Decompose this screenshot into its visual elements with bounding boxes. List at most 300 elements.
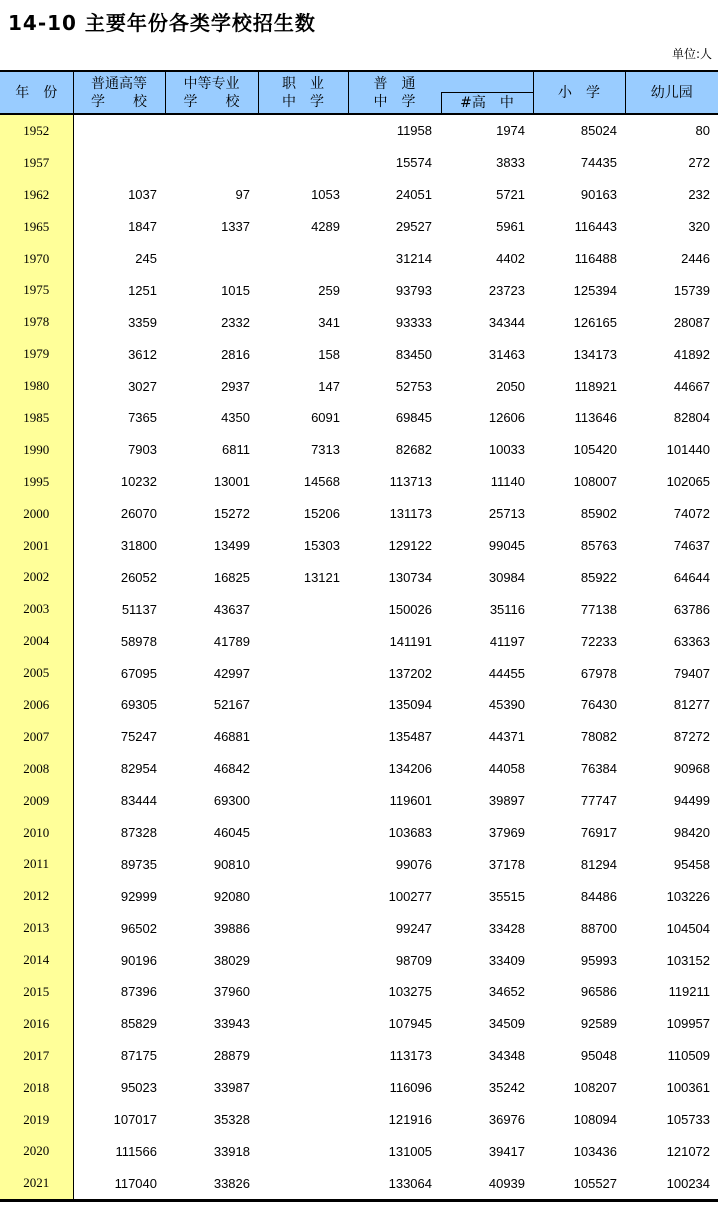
value-cell: 41197	[489, 633, 526, 649]
value-cell: 80	[695, 123, 711, 139]
value-cell: 37960	[213, 984, 250, 1000]
value-cell	[258, 753, 348, 785]
value-cell: 135487	[388, 729, 432, 745]
value-cell: 232	[688, 187, 711, 203]
value-cell: 107017	[113, 1112, 157, 1128]
year-cell: 2021	[0, 1167, 73, 1200]
value-cell: 3027	[128, 378, 157, 394]
value-cell: 44667	[673, 378, 711, 394]
value-cell: 67095	[120, 665, 157, 681]
value-cell: 15739	[673, 282, 711, 298]
value-cell: 147	[318, 378, 340, 394]
value-cell: 1974	[496, 123, 526, 139]
value-cell: 23723	[488, 282, 526, 298]
table-row	[0, 1040, 718, 1072]
value-cell: 72233	[580, 633, 618, 649]
value-cell: 37178	[488, 856, 526, 872]
year-cell: 1980	[0, 370, 73, 402]
table-header	[0, 71, 718, 114]
value-cell: 77138	[580, 601, 618, 617]
value-cell: 108207	[573, 1080, 618, 1096]
year-cell: 1975	[0, 274, 73, 306]
value-cell: 259	[318, 282, 340, 298]
value-cell: 41789	[213, 633, 250, 649]
table-row	[0, 338, 718, 370]
value-cell: 33918	[213, 1143, 250, 1159]
value-cell: 135094	[388, 697, 432, 713]
value-cell: 44371	[488, 729, 526, 745]
value-cell	[258, 848, 348, 880]
value-cell: 3359	[128, 314, 157, 330]
value-cell: 11140	[490, 474, 526, 490]
table-row	[0, 848, 718, 880]
value-cell: 58978	[120, 633, 157, 649]
header-line: 小 学	[558, 84, 601, 101]
value-cell	[73, 147, 165, 179]
value-cell: 3833	[496, 155, 526, 171]
year-cell: 2005	[0, 657, 73, 689]
value-cell: 129122	[388, 538, 432, 554]
value-cell: 30984	[488, 569, 526, 585]
table-row	[0, 593, 718, 625]
value-cell: 26052	[120, 569, 157, 585]
value-cell: 87328	[120, 825, 157, 841]
value-cell: 134206	[388, 761, 432, 777]
value-cell: 2937	[221, 378, 250, 394]
value-cell: 82954	[120, 761, 157, 777]
value-cell: 7365	[128, 410, 157, 426]
table-row	[0, 817, 718, 849]
table-row	[0, 657, 718, 689]
value-cell: 33428	[488, 920, 526, 936]
value-cell: 79407	[673, 665, 711, 681]
table-row	[0, 721, 718, 753]
value-cell: 92589	[580, 1016, 618, 1032]
value-cell: 105733	[666, 1112, 711, 1128]
header-line: 中 学	[282, 93, 324, 110]
value-cell	[258, 880, 348, 912]
table-row	[0, 1136, 718, 1168]
value-cell: 33943	[213, 1016, 250, 1032]
value-cell: 1847	[128, 219, 157, 235]
value-cell: 2446	[681, 251, 711, 266]
year-cell: 1957	[0, 147, 73, 179]
value-cell: 245	[135, 251, 157, 266]
value-cell: 134173	[573, 346, 618, 362]
value-cell: 29527	[395, 219, 432, 235]
year-cell: 2017	[0, 1040, 73, 1072]
table-row	[0, 625, 718, 657]
value-cell: 3612	[128, 346, 157, 362]
value-cell: 320	[688, 219, 711, 235]
year-cell: 2020	[0, 1136, 73, 1168]
value-cell: 85024	[580, 123, 618, 139]
value-cell: 103436	[573, 1143, 618, 1159]
value-cell: 117040	[114, 1175, 157, 1191]
value-cell: 113713	[389, 474, 432, 490]
value-cell: 85763	[580, 538, 618, 554]
value-cell: 109957	[666, 1016, 711, 1032]
value-cell: 121916	[388, 1112, 432, 1128]
value-cell: 97	[235, 187, 250, 203]
value-cell	[73, 114, 165, 147]
value-cell: 98709	[395, 952, 432, 968]
value-cell	[258, 243, 348, 275]
year-cell: 1995	[0, 466, 73, 498]
value-cell: 10232	[120, 474, 157, 490]
value-cell: 46045	[213, 825, 250, 841]
year-cell: 1985	[0, 402, 73, 434]
value-cell: 13499	[213, 538, 250, 554]
year-cell: 2009	[0, 785, 73, 817]
value-cell: 12606	[488, 410, 526, 426]
value-cell: 1251	[128, 282, 157, 298]
table-row	[0, 912, 718, 944]
value-cell: 87396	[120, 984, 157, 1000]
value-cell: 39417	[488, 1143, 526, 1159]
year-cell: 2010	[0, 817, 73, 849]
value-cell: 1037	[128, 187, 157, 203]
value-cell	[258, 689, 348, 721]
value-cell: 96502	[120, 920, 157, 936]
year-cell: 1952	[0, 114, 73, 147]
table-row	[0, 179, 718, 211]
value-cell: 41892	[673, 346, 711, 362]
value-cell: 103683	[388, 825, 432, 841]
value-cell: 13001	[213, 474, 250, 490]
value-cell: 121072	[666, 1143, 711, 1159]
value-cell: 7313	[311, 442, 340, 458]
value-cell: 33987	[213, 1080, 250, 1096]
value-cell: 1053	[311, 187, 340, 203]
value-cell: 100361	[666, 1080, 711, 1096]
value-cell	[165, 147, 258, 179]
value-cell: 34509	[488, 1016, 526, 1032]
value-cell: 69305	[120, 697, 157, 713]
value-cell: 74435	[580, 155, 618, 171]
year-cell: 2015	[0, 976, 73, 1008]
year-cell: 2000	[0, 498, 73, 530]
header-line: 中等专业	[183, 75, 240, 92]
year-cell: 2007	[0, 721, 73, 753]
value-cell: 87175	[120, 1048, 157, 1064]
value-cell: 90968	[673, 761, 711, 777]
value-cell: 116096	[389, 1080, 432, 1096]
value-cell: 13121	[303, 569, 340, 585]
value-cell: 46881	[213, 729, 250, 745]
value-cell: 26070	[120, 506, 157, 522]
value-cell: 24051	[395, 187, 432, 203]
value-cell: 87272	[673, 729, 711, 745]
value-cell: 118921	[574, 378, 618, 394]
value-cell: 113173	[389, 1048, 432, 1064]
header-senior-secondary: #高 中	[441, 92, 533, 113]
table-row	[0, 1072, 718, 1104]
value-cell	[258, 1167, 348, 1200]
value-cell	[258, 1104, 348, 1136]
value-cell: 95458	[673, 856, 711, 872]
value-cell: 90163	[580, 187, 618, 203]
value-cell: 5721	[496, 187, 526, 203]
value-cell: 76430	[580, 697, 618, 713]
value-cell: 64644	[673, 569, 711, 585]
unit-note: 单位:人	[671, 47, 712, 61]
value-cell: 4402	[496, 251, 526, 266]
year-cell: 2014	[0, 944, 73, 976]
value-cell: 44058	[488, 761, 526, 777]
value-cell: 38029	[213, 952, 250, 968]
value-cell: 99076	[395, 856, 432, 872]
year-cell: 1970	[0, 243, 73, 275]
year-cell: 2013	[0, 912, 73, 944]
year-cell: 2019	[0, 1104, 73, 1136]
value-cell: 85922	[580, 569, 618, 585]
year-cell: 1962	[0, 179, 73, 211]
value-cell	[258, 1040, 348, 1072]
header-year-label: 年 份	[15, 84, 58, 101]
table-row	[0, 944, 718, 976]
value-cell: 119601	[389, 793, 432, 809]
value-cell	[258, 114, 348, 147]
header-line: 普通高等	[91, 75, 147, 92]
value-cell: 69845	[395, 410, 432, 426]
header-line: 学 校	[91, 93, 147, 110]
value-cell: 111566	[115, 1143, 157, 1159]
value-cell: 137202	[388, 665, 432, 681]
value-cell: 95023	[120, 1080, 157, 1096]
value-cell: 15206	[303, 506, 340, 522]
value-cell: 2050	[496, 378, 526, 394]
value-cell: 14568	[303, 474, 340, 490]
year-cell: 2002	[0, 561, 73, 593]
table-row	[0, 211, 718, 243]
value-cell	[258, 1072, 348, 1104]
value-cell: 1337	[221, 219, 250, 235]
value-cell: 99045	[488, 538, 526, 554]
value-cell: 103275	[388, 984, 432, 1000]
year-cell: 2001	[0, 530, 73, 562]
value-cell: 85902	[580, 506, 618, 522]
regular-secondary-label	[349, 72, 441, 113]
value-cell: 45390	[488, 697, 526, 713]
header-line: 幼儿园	[650, 84, 693, 101]
header-vocational-secondary	[258, 71, 348, 114]
table-row	[0, 370, 718, 402]
header-kindergarten	[625, 71, 718, 114]
value-cell: 34348	[488, 1048, 526, 1064]
table-row	[0, 530, 718, 562]
value-cell: 31463	[488, 346, 526, 362]
value-cell: 92999	[120, 888, 157, 904]
value-cell: 81277	[673, 697, 711, 713]
value-cell: 150026	[388, 601, 432, 617]
table-row	[0, 1008, 718, 1040]
value-cell: 105420	[573, 442, 618, 458]
table-row	[0, 498, 718, 530]
value-cell: 98420	[673, 825, 711, 841]
value-cell: 52167	[213, 697, 250, 713]
value-cell: 94499	[673, 793, 711, 809]
table-row	[0, 306, 718, 338]
value-cell: 90810	[213, 856, 250, 872]
value-cell: 33826	[213, 1175, 250, 1191]
value-cell: 76917	[580, 825, 618, 841]
value-cell: 76384	[580, 761, 618, 777]
value-cell	[258, 1136, 348, 1168]
value-cell: 82682	[395, 442, 432, 458]
value-cell: 133064	[388, 1175, 432, 1191]
header-line: 学 校	[183, 93, 240, 110]
header-primary-school	[533, 71, 625, 114]
value-cell	[258, 593, 348, 625]
value-cell: 16825	[213, 569, 250, 585]
value-cell	[258, 785, 348, 817]
value-cell: 83450	[395, 346, 432, 362]
value-cell: 31214	[395, 251, 432, 266]
value-cell: 110509	[667, 1048, 711, 1064]
senior-secondary-spacer	[441, 72, 533, 92]
value-cell: 88700	[580, 920, 618, 936]
value-cell	[165, 243, 258, 275]
table-row	[0, 880, 718, 912]
value-cell: 44455	[488, 665, 526, 681]
value-cell: 107945	[388, 1016, 432, 1032]
value-cell: 100234	[666, 1175, 711, 1191]
value-cell: 103226	[666, 888, 711, 904]
value-cell: 78082	[580, 729, 618, 745]
value-cell: 28879	[213, 1048, 250, 1064]
value-cell: 1015	[221, 282, 250, 298]
value-cell: 99247	[395, 920, 432, 936]
value-cell: 11958	[396, 123, 432, 139]
value-cell: 69300	[213, 793, 250, 809]
value-cell: 116443	[574, 219, 618, 235]
value-cell: 52753	[395, 378, 432, 394]
value-cell: 104504	[666, 920, 711, 936]
table-row	[0, 561, 718, 593]
value-cell: 7903	[128, 442, 157, 458]
table-row	[0, 402, 718, 434]
value-cell: 39886	[213, 920, 250, 936]
header-line: 职 业	[282, 75, 324, 92]
value-cell: 35515	[488, 888, 526, 904]
value-cell	[258, 1008, 348, 1040]
value-cell: 141191	[389, 633, 432, 649]
table-row	[0, 147, 718, 179]
value-cell: 103152	[666, 952, 711, 968]
value-cell: 43637	[213, 601, 250, 617]
value-cell: 39897	[488, 793, 526, 809]
senior-secondary-subcolumn	[441, 72, 533, 113]
year-cell: 1978	[0, 306, 73, 338]
value-cell: 130734	[388, 569, 432, 585]
year-cell: 1965	[0, 211, 73, 243]
table-row	[0, 274, 718, 306]
value-cell: 95048	[580, 1048, 618, 1064]
value-cell: 35242	[488, 1080, 526, 1096]
header-line: 中 学	[373, 93, 416, 110]
table-row	[0, 114, 718, 147]
value-cell	[258, 912, 348, 944]
value-cell: 46842	[213, 761, 250, 777]
value-cell: 105527	[573, 1175, 618, 1191]
header-secondary-specialized	[165, 71, 258, 114]
table-row	[0, 1104, 718, 1136]
year-cell: 1990	[0, 434, 73, 466]
value-cell: 108007	[573, 474, 618, 490]
value-cell	[258, 976, 348, 1008]
value-cell: 2816	[221, 346, 250, 362]
table-row	[0, 434, 718, 466]
value-cell: 95993	[580, 952, 618, 968]
table-row	[0, 753, 718, 785]
value-cell: 131173	[389, 506, 432, 522]
value-cell: 37969	[488, 825, 526, 841]
year-cell: 2006	[0, 689, 73, 721]
table-row	[0, 976, 718, 1008]
year-cell: 2018	[0, 1072, 73, 1104]
table-row	[0, 466, 718, 498]
header-year	[0, 71, 73, 114]
value-cell: 101440	[666, 442, 711, 458]
value-cell: 34344	[488, 314, 526, 330]
value-cell: 100277	[388, 888, 432, 904]
value-cell: 15574	[395, 155, 432, 171]
value-cell: 42997	[213, 665, 250, 681]
value-cell: 25713	[488, 506, 526, 522]
value-cell: 85829	[120, 1016, 157, 1032]
value-cell: 84486	[580, 888, 618, 904]
value-cell	[258, 817, 348, 849]
value-cell: 74637	[673, 538, 711, 554]
value-cell: 4350	[221, 410, 250, 426]
value-cell	[258, 625, 348, 657]
value-cell: 92080	[213, 888, 250, 904]
value-cell: 119211	[668, 984, 711, 1000]
header-regular-secondary	[348, 71, 533, 114]
value-cell: 116488	[574, 251, 618, 266]
value-cell	[258, 944, 348, 976]
table-row	[0, 1167, 718, 1200]
table-row	[0, 243, 718, 275]
value-cell: 28087	[673, 314, 711, 330]
value-cell: 158	[318, 346, 340, 362]
year-cell: 2003	[0, 593, 73, 625]
table-body	[0, 114, 718, 1201]
value-cell	[258, 657, 348, 689]
value-cell: 15272	[213, 506, 250, 522]
regular-secondary-group	[349, 72, 533, 113]
value-cell: 125394	[573, 282, 618, 298]
year-cell: 1979	[0, 338, 73, 370]
value-cell: 6091	[311, 410, 340, 426]
value-cell: 93333	[395, 314, 432, 330]
value-cell: 15303	[303, 538, 340, 554]
header-line: 普 通	[373, 75, 416, 92]
value-cell: 35116	[489, 601, 526, 617]
value-cell	[258, 147, 348, 179]
year-cell: 2008	[0, 753, 73, 785]
value-cell: 67978	[580, 665, 618, 681]
value-cell: 113646	[574, 410, 618, 426]
value-cell: 36976	[488, 1112, 526, 1128]
value-cell: 34652	[488, 984, 526, 1000]
enrollment-table	[0, 70, 718, 1202]
value-cell: 90196	[120, 952, 157, 968]
value-cell: 4289	[311, 219, 340, 235]
value-cell: 102065	[666, 474, 711, 490]
value-cell: 10033	[488, 442, 526, 458]
